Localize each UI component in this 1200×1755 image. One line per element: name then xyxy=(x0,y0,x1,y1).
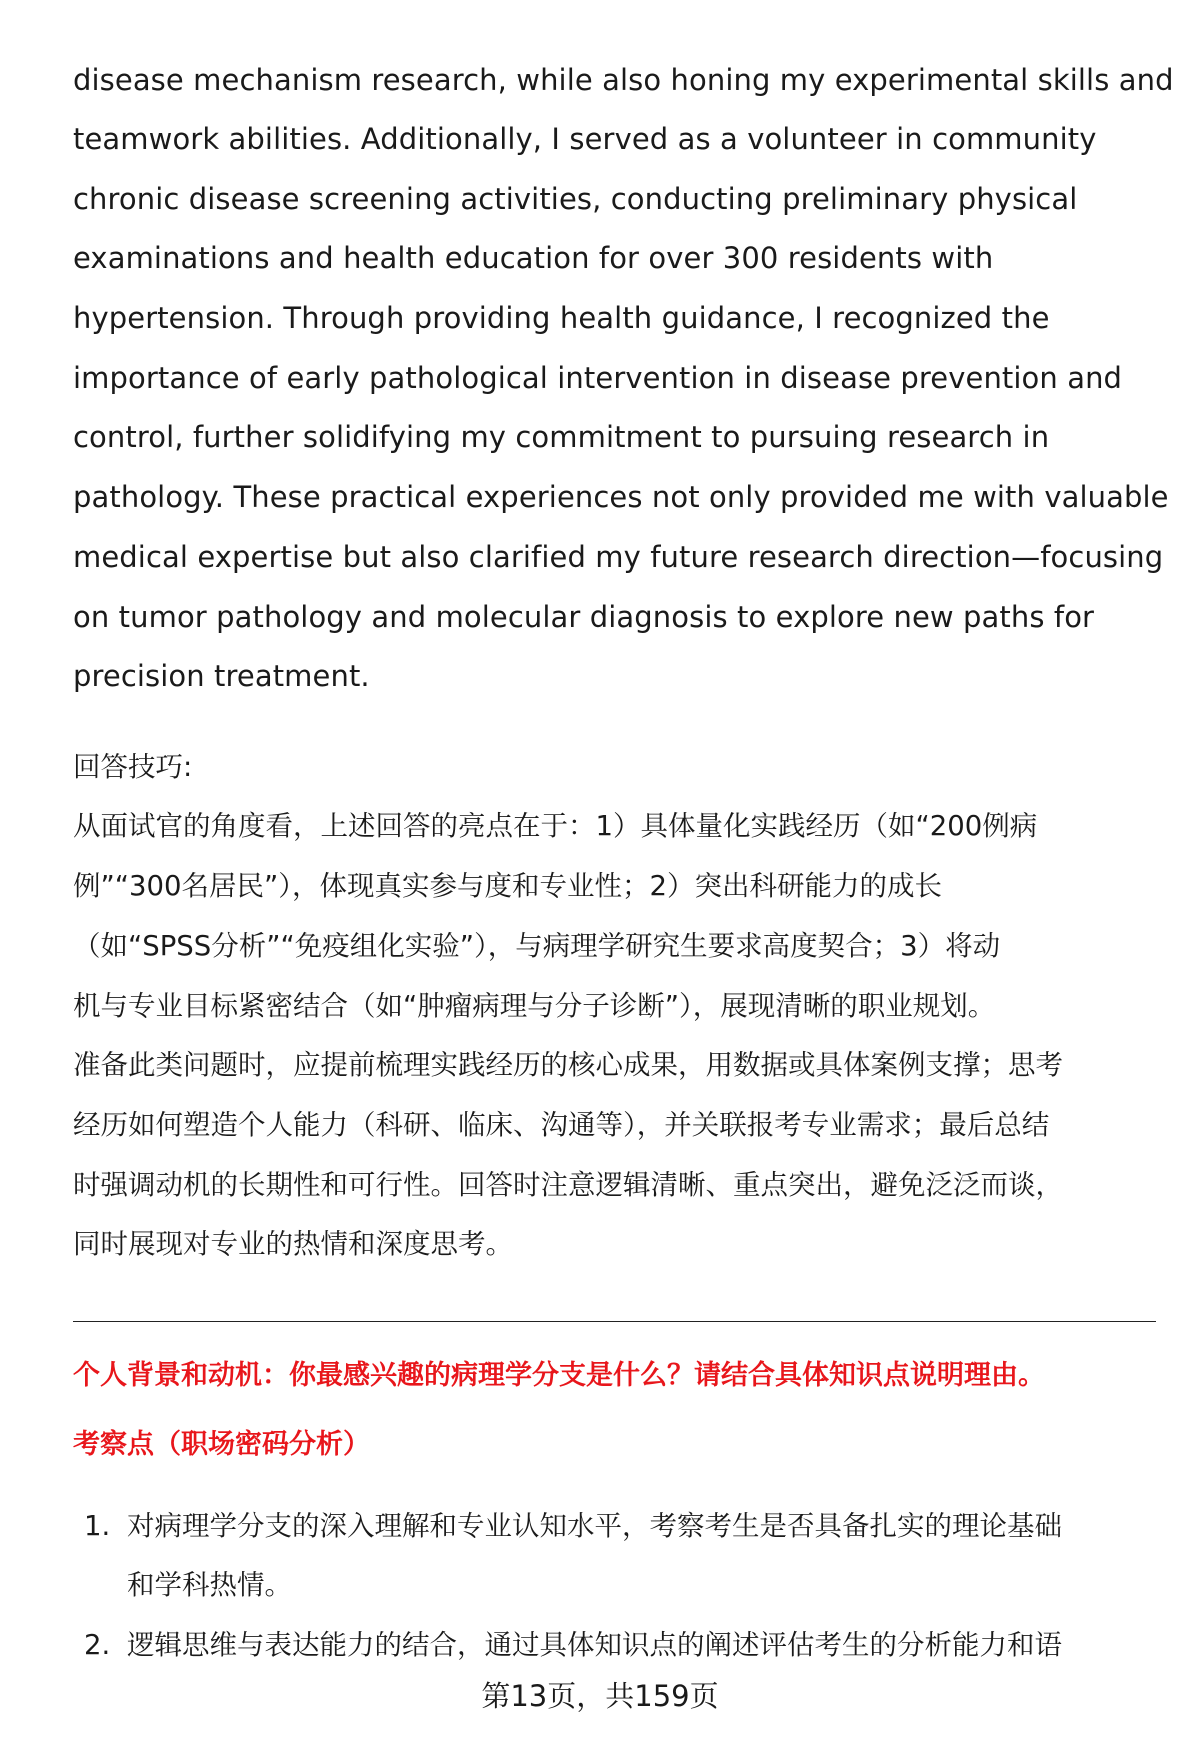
tips-line: 时强调动机的长期性和可行性。回答时注意逻辑清晰、重点突出，避免泛泛而谈， xyxy=(73,1169,1063,1201)
tips-line: 例”“300名居民”），体现真实参与度和专业性；2）突出科研能力的成长 xyxy=(73,870,942,902)
list-item-line: 和学科热情。 xyxy=(127,1569,292,1601)
list-item-line: 逻辑思维与表达能力的结合，通过具体知识点的阐述评估考生的分析能力和语 xyxy=(127,1629,1062,1661)
page-number: 第13页，共159页 xyxy=(481,1679,719,1713)
paragraph-line: chronic disease screening activities, conducting preliminary physical xyxy=(73,182,1078,216)
list-number: 2. xyxy=(84,1629,111,1661)
paragraph-line: disease mechanism research, while also honing my experimental skills and xyxy=(73,63,1174,97)
paragraph-line: importance of early pathological intervention in disease prevention and xyxy=(73,361,1123,395)
tips-line: 同时展现对专业的热情和深度思考。 xyxy=(73,1228,513,1260)
paragraph-line: medical expertise but also clarified my future research direction—focusing xyxy=(73,540,1164,574)
list-number: 1. xyxy=(84,1510,111,1542)
paragraph-line: pathology. These practical experiences not only provided me with valuable xyxy=(73,480,1169,514)
paragraph-line: hypertension. Through providing health guidance, I recognized the xyxy=(73,301,1050,335)
paragraph-line: on tumor pathology and molecular diagnosis to explore new paths for xyxy=(73,600,1095,634)
tips-line: 准备此类问题时，应提前梳理实践经历的核心成果，用数据或具体案例支撑；思考 xyxy=(73,1049,1063,1081)
assessment-heading: 考察点（职场密码分析） xyxy=(73,1429,370,1460)
tips-line: 从面试官的角度看，上述回答的亮点在于：1）具体量化实践经历（如“200例病 xyxy=(73,810,1038,842)
tips-label: 回答技巧: xyxy=(73,751,193,783)
paragraph-line: precision treatment. xyxy=(73,659,370,693)
paragraph-line: control, further solidifying my commitment to pursuing research in xyxy=(73,420,1050,454)
question-heading: 个人背景和动机：你最感兴趣的病理学分支是什么？请结合具体知识点说明理由。 xyxy=(73,1360,1045,1391)
list-item-line: 对病理学分支的深入理解和专业认知水平，考察考生是否具备扎实的理论基础 xyxy=(127,1510,1062,1542)
tips-line: （如“SPSS分析”“免疫组化实验”），与病理学研究生要求高度契合；3）将动 xyxy=(73,930,1001,962)
section-divider xyxy=(73,1321,1156,1322)
paragraph-line: teamwork abilities. Additionally, I served as a volunteer in community xyxy=(73,122,1097,156)
paragraph-line: examinations and health education for over 300 residents with xyxy=(73,241,994,275)
tips-line: 机与专业目标紧密结合（如“肿瘤病理与分子诊断”），展现清晰的职业规划。 xyxy=(73,990,996,1022)
tips-line: 经历如何塑造个人能力（科研、临床、沟通等），并关联报考专业需求；最后总结 xyxy=(73,1109,1050,1141)
